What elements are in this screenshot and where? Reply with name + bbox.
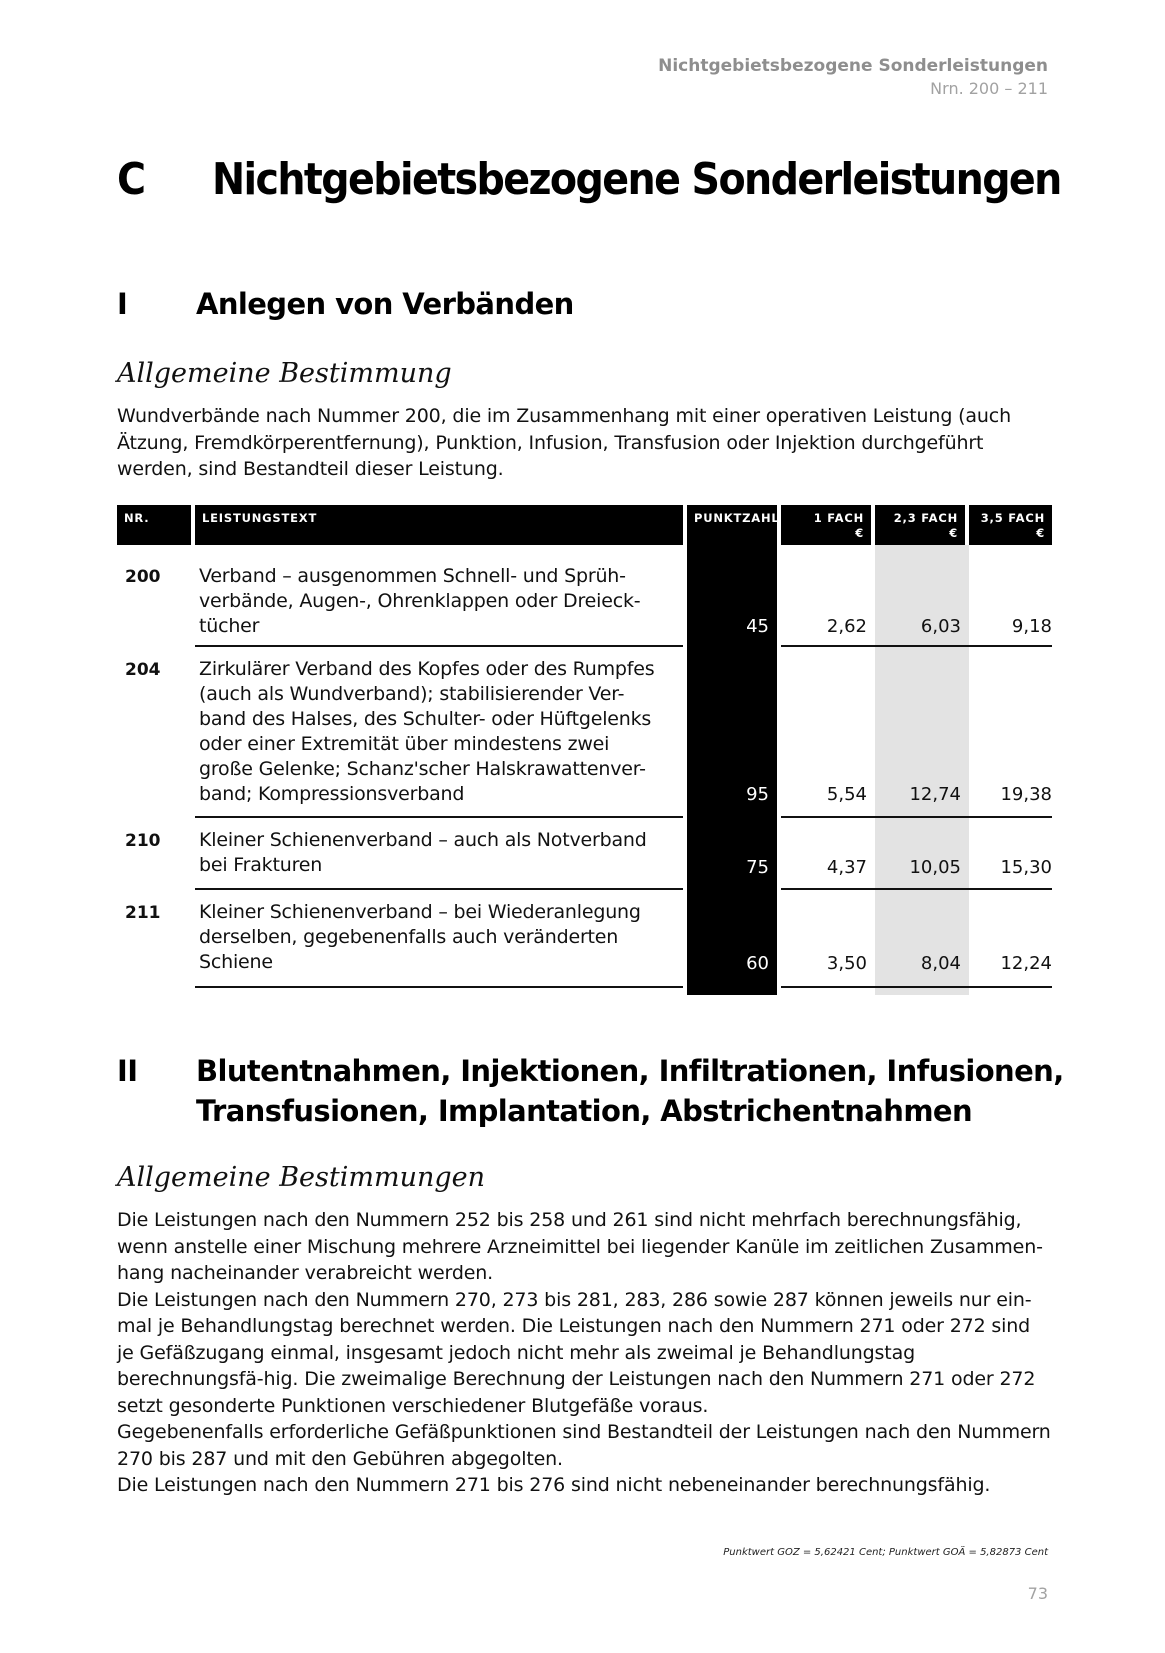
row-200-line: verbände, Augen-, Ohrenklappen oder Dreieck-: [199, 590, 641, 612]
running-head: [658, 54, 1048, 100]
row-211-points: 60: [746, 953, 769, 974]
section-2-paragraph: Die Leistungen nach den Nummern 252 bis 258 und 261 sind nicht mehrfach berechnungsfähig, wenn anstelle einer Mischung mehrere Arzneimittel bei liegender Kanüle im zeitlichen Zusammen-hang nacheinander verabreicht werden.: [117, 1209, 1043, 1284]
header-1fach: [781, 505, 871, 545]
page-number: 73: [1027, 1584, 1048, 1603]
row-204-line: oder einer Extremität über mindestens zwei: [199, 733, 610, 755]
row-211-23fach: 8,04: [920, 953, 961, 974]
row-204-line: Zirkulärer Verband des Kopfes oder des Rumpfes: [199, 658, 655, 680]
row-210-1fach: 4,37: [826, 857, 867, 878]
row-204-line: große Gelenke; Schanz'scher Halskrawattenver-: [199, 758, 646, 780]
header-23fach-currency: €: [949, 526, 958, 540]
section-1-title: Anlegen von Verbänden: [196, 287, 574, 321]
row-211-1fach: 3,50: [826, 953, 867, 974]
row-204-points: 95: [746, 784, 769, 805]
running-head-range: Nrn. 200 – 211: [930, 79, 1048, 98]
row-divider: [781, 986, 1052, 988]
row-divider: [195, 645, 683, 647]
row-210-points: 75: [746, 857, 769, 878]
footer-point-value-note: Punktwert GOZ = 5,62421 Cent; Punktwert GOÄ = 5,82873 Cent: [723, 1547, 1048, 1558]
section-1-subheading: Allgemeine Bestimmung: [117, 358, 452, 389]
header-punktzahl: PUNKTZAHL: [687, 505, 777, 545]
row-204-35fach: 19,38: [1000, 784, 1052, 805]
row-211-line: Kleiner Schienenverband – bei Wiederanlegung: [199, 901, 641, 923]
row-211-line: Schiene: [199, 951, 273, 973]
row-divider: [195, 816, 683, 818]
row-211-text: [199, 900, 659, 975]
section-2-paragraph: Gegebenenfalls erforderliche Gefäßpunktionen sind Bestandteil der Leistungen nach den Nummern 270 bis 287 und mit den Gebühren abgegolten.: [117, 1421, 1051, 1470]
section-2-title: [196, 1051, 1076, 1131]
chapter-letter: C: [117, 154, 145, 205]
row-204-line: band; Kompressionsverband: [199, 783, 465, 805]
section-2-number: II: [117, 1054, 138, 1088]
punktzahl-column-bg: [687, 545, 777, 995]
section-2-subheading: Allgemeine Bestimmungen: [117, 1162, 485, 1193]
row-200-1fach: 2,62: [826, 616, 867, 637]
section-1-number: I: [117, 287, 128, 321]
row-210-line: Kleiner Schienenverband – auch als Notverband: [199, 829, 647, 851]
fee-table: [117, 505, 1052, 995]
row-211-line: derselben, gegebenenfalls auch veränderten: [199, 926, 619, 948]
row-204-nr: 204: [125, 660, 161, 680]
header-35fach: [969, 505, 1052, 545]
header-35fach-label: 3,5 FACH: [980, 511, 1045, 525]
row-210-23fach: 10,05: [909, 857, 961, 878]
row-200-points: 45: [746, 616, 769, 637]
header-23fach-label: 2,3 FACH: [893, 511, 958, 525]
row-204-23fach: 12,74: [909, 784, 961, 805]
header-35fach-currency: €: [1036, 526, 1045, 540]
header-23fach: [875, 505, 965, 545]
row-210-35fach: 15,30: [1000, 857, 1052, 878]
row-divider: [195, 888, 683, 890]
section-2-title-line: Blutentnahmen, Injektionen, Infiltrationen, Infusionen,: [196, 1054, 1064, 1088]
running-head-title: Nichtgebietsbezogene Sonderleistungen: [658, 56, 1048, 76]
row-211-35fach: 12,24: [1000, 953, 1052, 974]
row-divider: [781, 816, 1052, 818]
section-1-text: [117, 403, 1052, 483]
chapter-title: Nichtgebietsbezogene Sonderleistungen: [212, 154, 1061, 205]
section-2-text: [117, 1207, 1052, 1499]
header-nr: NR.: [117, 505, 191, 545]
row-200-text: [199, 564, 659, 639]
section-2-paragraph: Die Leistungen nach den Nummern 271 bis 276 sind nicht nebeneinander berechnungsfähig.: [117, 1474, 991, 1496]
row-204-text: [199, 657, 659, 807]
row-200-35fach: 9,18: [1011, 616, 1052, 637]
row-divider: [781, 888, 1052, 890]
row-210-text: [199, 828, 659, 878]
row-210-line: bei Frakturen: [199, 854, 323, 876]
section-2-title-line: Transfusionen, Implantation, Abstrichentnahmen: [196, 1094, 973, 1128]
row-204-line: band des Halses, des Schulter- oder Hüftgelenks: [199, 708, 652, 730]
row-200-line: tücher: [199, 615, 260, 637]
row-204-line: (auch als Wundverband); stabilisierender Ver-: [199, 683, 625, 705]
header-leistungstext: LEISTUNGSTEXT: [195, 505, 683, 545]
row-divider: [781, 645, 1052, 647]
row-divider: [195, 986, 683, 988]
row-200-nr: 200: [125, 567, 161, 587]
factor-23-column-bg: [875, 545, 969, 995]
row-200-line: Verband – ausgenommen Schnell- und Sprüh-: [199, 565, 626, 587]
header-1fach-label: 1 FACH: [813, 511, 864, 525]
row-204-1fach: 5,54: [826, 784, 867, 805]
header-1fach-currency: €: [855, 526, 864, 540]
row-200-23fach: 6,03: [920, 616, 961, 637]
section-1-paragraph: Wundverbände nach Nummer 200, die im Zusammenhang mit einer operativen Leistung (auch Ätzung, Fremdkörperentfernung), Punktion, Infusion, Transfusion oder Injektion durchgeführt werden, sind Bestandteil dieser Leistung.: [117, 405, 1011, 480]
row-211-nr: 211: [125, 903, 161, 923]
row-210-nr: 210: [125, 831, 161, 851]
section-2-paragraph: Die Leistungen nach den Nummern 270, 273 bis 281, 283, 286 sowie 287 können jeweils nur ein-mal je Behandlungstag berechnet werden. Die Leistungen nach den Nummern 271 oder 272 sind je Gefäßzugang einmal, insgesamt jedoch nicht mehr als zweimal je Behandlungstag berechnungsfä-hig. Die zweimalige Berechnung der Leistungen nach den Nummern 271 oder 272 setzt gesonderte Punktionen verschiedener Blutgefäße voraus.: [117, 1288, 1036, 1417]
